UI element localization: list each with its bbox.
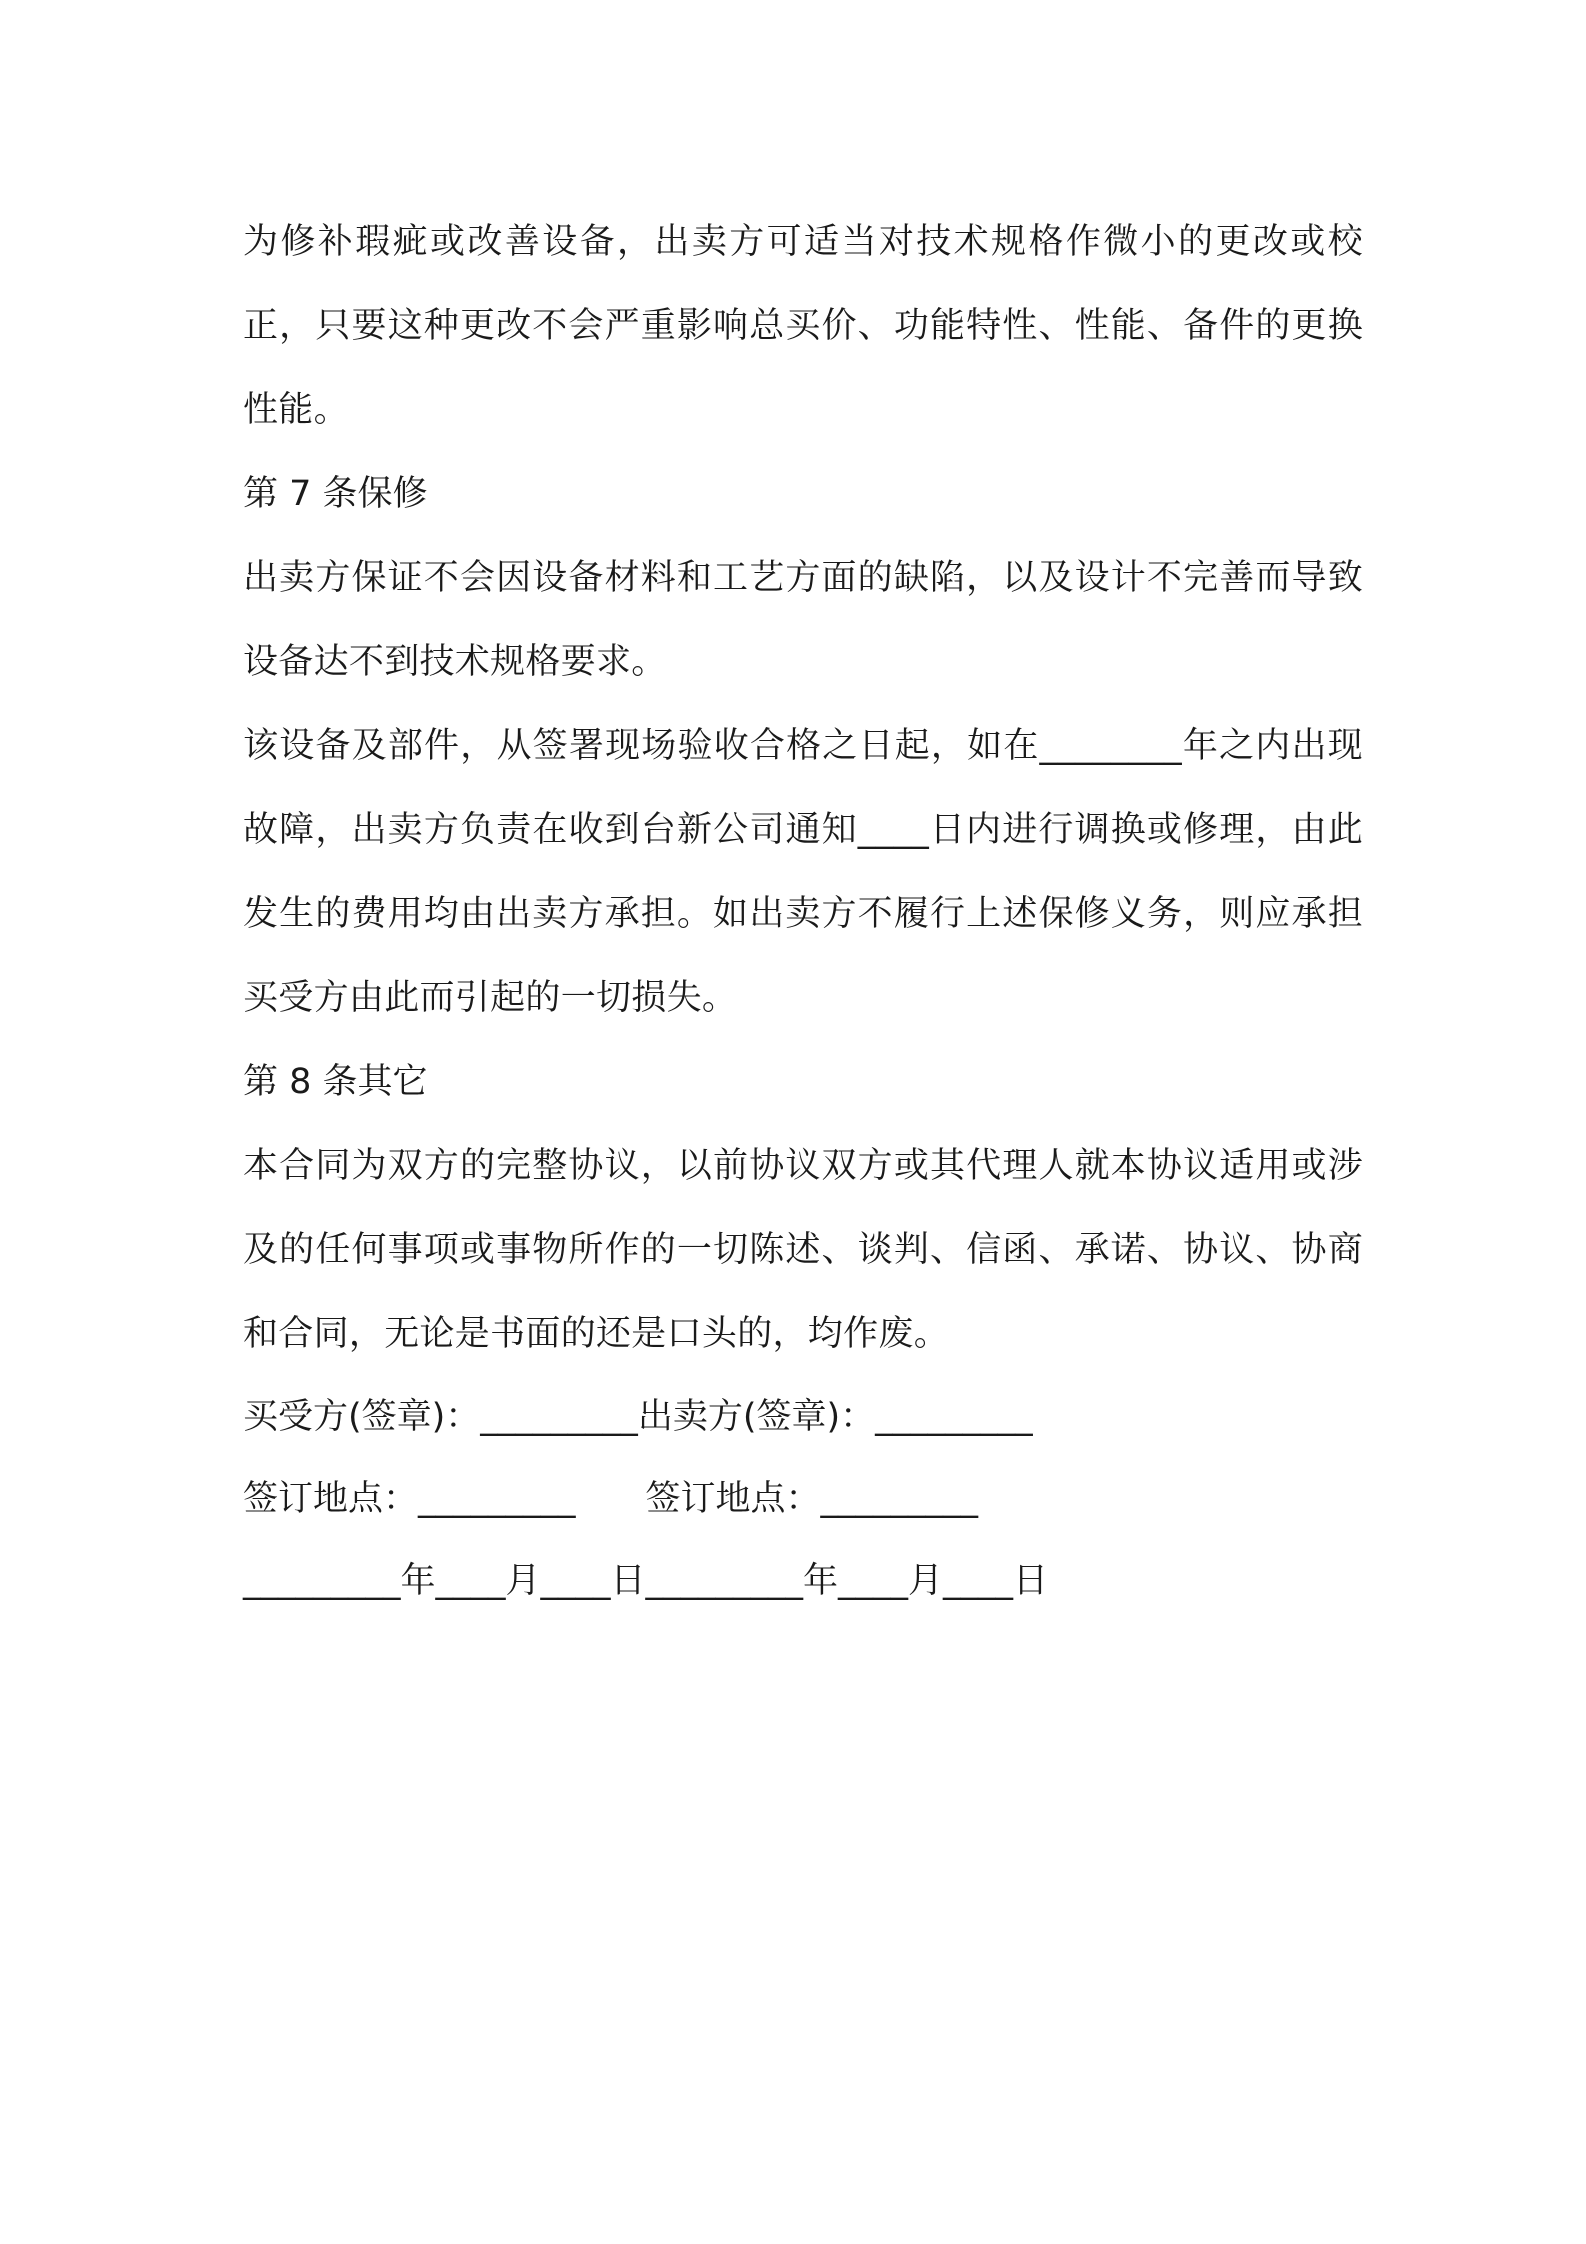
- paragraph-warranty-guarantee: 出卖方保证不会因设备材料和工艺方面的缺陷，以及设计不完善而导致设备达不到技术规格要求。: [243, 558, 1363, 682]
- buyer-place-field: 签订地点：_________: [243, 1479, 576, 1519]
- paragraph-entire-agreement: 本合同为双方的完整协议，以前协议双方或其代理人就本协议适用或涉及的任何事项或事物所作的一切陈述、谈判、信函、承诺、协议、协商和合同，无论是书面的还是口头的，均作废。: [243, 1146, 1363, 1354]
- heading-article-7: 第 7 条保修: [243, 474, 428, 514]
- paragraph-spec-changes: 为修补瑕疵或改善设备，出卖方可适当对技术规格作微小的更改或校正，只要这种更改不会严重影响总买价、功能特性、性能、备件的更换性能。: [243, 222, 1363, 430]
- buyer-seal-field: 买受方(签章)：_________: [243, 1397, 638, 1437]
- document-body: [243, 200, 1363, 1622]
- buyer-date-field: _________年____月____日: [243, 1561, 646, 1601]
- signing-place-row: [243, 1458, 1363, 1540]
- signing-date-row: [243, 1540, 1363, 1622]
- seller-place-field: 签订地点：_________: [645, 1479, 979, 1519]
- heading-article-8: 第 8 条其它: [243, 1062, 428, 1102]
- paragraph-warranty-terms: 该设备及部件，从签署现场验收合格之日起，如在________年之内出现故障，出卖方负责在收到台新公司通知____日内进行调换或修理，由此发生的费用均由出卖方承担。如出卖方不履行上述保修义务，则应承担买受方由此而引起的一切损失。: [243, 726, 1363, 1018]
- seller-date-field: _________年____月____日: [645, 1561, 1049, 1601]
- signature-seal-row: [243, 1376, 1363, 1458]
- seller-seal-field: 出卖方(签章)：_________: [637, 1397, 1033, 1437]
